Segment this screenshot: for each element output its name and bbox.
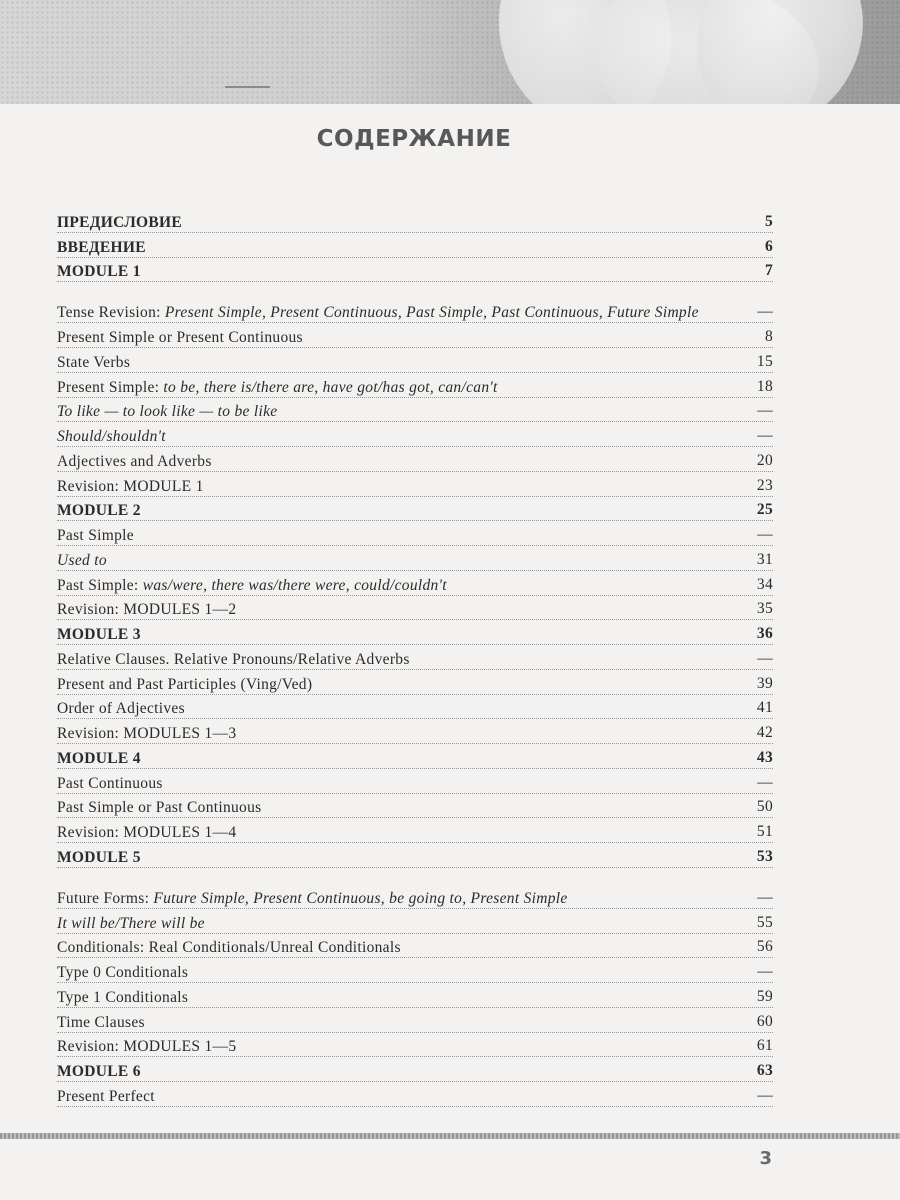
toc-entry-title-segment: MODULE 4 (57, 749, 141, 767)
toc-entry-page: 50 (756, 798, 773, 816)
toc-entry-title (57, 503, 733, 519)
toc-entry-title (57, 965, 733, 981)
toc-entry-title-segment: MODULE 1 (57, 263, 141, 281)
toc-entry-page: 43 (756, 748, 773, 766)
page-title: СОДЕРЖАНИЕ (316, 126, 512, 152)
toc-entry-page: 36 (756, 625, 773, 642)
toc-entry-page: 60 (756, 1012, 773, 1030)
toc-entry-title-segment: Relative Clauses. Relative Pronouns/Relative Adverbs (57, 650, 410, 668)
toc-entry (57, 818, 773, 843)
toc-entry (57, 695, 773, 720)
toc-entry (57, 645, 773, 670)
toc-entry-page: — (757, 303, 773, 321)
toc-entry-page: — (757, 888, 773, 906)
toc-module-heading (57, 208, 773, 233)
toc-entry-page: 34 (756, 575, 773, 593)
toc-entry-title-segment: Tense Revision: (57, 304, 165, 322)
toc-entry-title (57, 1064, 733, 1080)
toc-entry-page: 59 (756, 987, 773, 1005)
toc-entry (57, 472, 773, 497)
toc-entry-title-segment: Future Forms: (57, 889, 154, 907)
toc-entry (57, 348, 773, 373)
toc-entry-title-segment: to be, there is/there are, have got/has got, can/can't (163, 378, 498, 396)
toc-entry-title (57, 825, 733, 841)
toc-entry-title (57, 990, 733, 1006)
toc-entry-title (57, 627, 733, 643)
toc-entry-title (57, 652, 733, 668)
toc-entry-title (57, 850, 733, 866)
toc-entry (57, 282, 773, 323)
toc-entry-title-segment: Revision: MODULES 1—4 (57, 824, 237, 841)
toc-module-heading (57, 744, 773, 769)
toc-entry-title (57, 800, 733, 816)
toc-entry-title-segment: ПРЕДИСЛОВИЕ (57, 213, 183, 231)
toc-entry-page: 55 (756, 913, 773, 931)
toc-entry (57, 719, 773, 744)
toc-entry-title-segment: Present Simple or Present Continuous (57, 329, 303, 346)
toc-entry-page: — (757, 526, 773, 543)
toc-entry (57, 958, 773, 983)
toc-entry-page: 23 (756, 476, 773, 494)
toc-entry-title-segment: It will be/There will be (57, 914, 205, 932)
toc-entry-title (57, 528, 733, 544)
toc-entry (57, 983, 773, 1008)
toc-entry-title (57, 602, 733, 618)
toc-entry-title-segment: To like — to look like — to be like (57, 403, 278, 421)
toc-entry-title (57, 479, 733, 495)
toc-entry-title-segment: Past Simple or Past Continuous (57, 799, 262, 817)
toc-entry-title-segment: MODULE 6 (57, 1063, 141, 1080)
toc-entry-title-segment: Past Continuous (57, 774, 163, 792)
toc-entry (57, 521, 773, 546)
toc-entry-page: 53 (756, 847, 773, 865)
toc-entry-page: 15 (756, 352, 773, 370)
toc-entry-title-segment: Present Simple: (57, 378, 164, 396)
toc-entry (57, 571, 773, 596)
bottom-divider (0, 1133, 900, 1139)
toc-entry-page: 5 (764, 212, 773, 230)
toc-entry-title (57, 553, 733, 569)
toc-entry-title (57, 380, 733, 396)
toc-entry-page: — (757, 963, 773, 980)
toc-entry-title (57, 701, 733, 717)
toc-entry-title (57, 355, 733, 371)
toc-entry (57, 934, 773, 959)
toc-module-heading (57, 1057, 773, 1082)
header-accent-line (225, 86, 270, 88)
page-number: 3 (759, 1148, 772, 1169)
toc-entry-title-segment: Conditionals: Real Conditionals/Unreal Conditionals (57, 939, 401, 957)
toc-entry-page: 6 (764, 237, 773, 255)
toc-entry (57, 868, 773, 909)
toc-entry-title (57, 454, 733, 470)
toc-entry-title-segment: Revision: MODULE 1 (57, 477, 204, 495)
toc-entry-title-segment: Used to (57, 551, 107, 569)
toc-entry (57, 373, 773, 398)
toc-entry-title-segment: Present and Past Participles (Ving/Ved) (57, 675, 313, 693)
toc-entry-title (57, 404, 733, 420)
toc-entry-page: 25 (756, 501, 773, 519)
toc-entry-title (57, 940, 733, 956)
toc-entry-title-segment: was/were, there was/there were, could/couldn't (142, 576, 447, 594)
toc-entry-title (57, 305, 733, 321)
toc-entry-title-segment: ВВЕДЕНИЕ (57, 238, 146, 256)
toc-entry (57, 546, 773, 571)
toc-entry (57, 422, 773, 447)
toc-entry-title (57, 751, 733, 767)
table-of-contents (57, 208, 773, 1107)
toc-entry-page: 41 (756, 699, 773, 717)
toc-entry-title-segment: Past Simple (57, 527, 134, 544)
toc-entry-page: 20 (756, 451, 773, 469)
toc-entry-title-segment: Past Simple: (57, 576, 143, 594)
toc-entry-page: 18 (756, 377, 773, 395)
toc-entry-title (57, 891, 733, 907)
toc-entry-title-segment: Order of Adjectives (57, 700, 185, 718)
toc-module-heading (57, 843, 773, 868)
toc-entry-title (57, 215, 733, 231)
toc-entry-title-segment: MODULE 3 (57, 626, 141, 643)
toc-entry (57, 1033, 773, 1058)
toc-entry (57, 1008, 773, 1033)
toc-entry-title-segment: Type 1 Conditionals (57, 988, 189, 1006)
toc-entry-title (57, 916, 733, 932)
toc-entry-page: 56 (756, 938, 773, 956)
toc-module-heading (57, 497, 773, 522)
toc-entry-page: 7 (764, 262, 773, 280)
header-decorative-band (0, 0, 900, 104)
toc-entry-title-segment: Present Perfect (57, 1087, 155, 1105)
toc-entry-title (57, 726, 733, 742)
toc-entry-page: 35 (756, 600, 773, 618)
toc-module-heading (57, 620, 773, 645)
toc-entry-page: — (757, 649, 773, 667)
toc-module-heading (57, 258, 773, 283)
toc-entry-page: 31 (756, 550, 773, 568)
toc-entry-title (57, 1015, 733, 1031)
toc-entry-title (57, 1039, 733, 1055)
toc-entry-title (57, 429, 733, 445)
toc-entry-title-segment: Future Simple, Present Continuous, be going to, Present Simple (153, 889, 568, 907)
toc-entry-page: 63 (756, 1062, 773, 1079)
toc-entry-title-segment: Revision: MODULES 1—5 (57, 1038, 237, 1056)
toc-entry (57, 1082, 773, 1107)
toc-entry (57, 447, 773, 472)
toc-entry-page: 51 (756, 823, 773, 840)
toc-entry-title-segment: Adjectives and Adverbs (57, 452, 212, 470)
toc-entry-title-segment: Type 0 Conditionals (57, 964, 189, 981)
toc-entry-page: 8 (764, 328, 773, 345)
toc-entry-title (57, 240, 733, 256)
toc-entry (57, 323, 773, 348)
toc-entry-page: 39 (756, 674, 773, 692)
toc-entry-page: — (757, 402, 773, 420)
toc-entry-title-segment: State Verbs (57, 353, 131, 371)
toc-entry (57, 596, 773, 621)
toc-entry-title-segment: Present Simple, Present Continuous, Past Simple, Past Continuous, Future Simple (164, 304, 699, 322)
toc-entry-page: — (757, 1086, 773, 1104)
toc-entry-page: — (757, 427, 773, 444)
toc-entry-page: — (757, 773, 773, 791)
toc-entry-title-segment: MODULE 2 (57, 502, 141, 520)
toc-entry-title (57, 578, 733, 594)
toc-entry-title (57, 264, 733, 280)
toc-entry-title-segment: Time Clauses (57, 1013, 145, 1031)
toc-entry-title-segment: Should/shouldn't (57, 428, 166, 445)
toc-entry-title (57, 330, 733, 346)
toc-entry (57, 794, 773, 819)
toc-entry-title (57, 776, 733, 792)
toc-entry (57, 909, 773, 934)
toc-entry-page: 61 (756, 1037, 773, 1055)
toc-entry (57, 398, 773, 423)
toc-entry-title (57, 677, 733, 693)
toc-module-heading (57, 233, 773, 258)
toc-entry-title-segment: Revision: MODULES 1—2 (57, 601, 237, 619)
toc-entry-title-segment: Revision: MODULES 1—3 (57, 725, 237, 742)
toc-entry (57, 670, 773, 695)
toc-entry (57, 769, 773, 794)
toc-entry-title-segment: MODULE 5 (57, 848, 141, 866)
toc-entry-page: 42 (756, 724, 773, 741)
toc-entry-title (57, 1089, 733, 1105)
